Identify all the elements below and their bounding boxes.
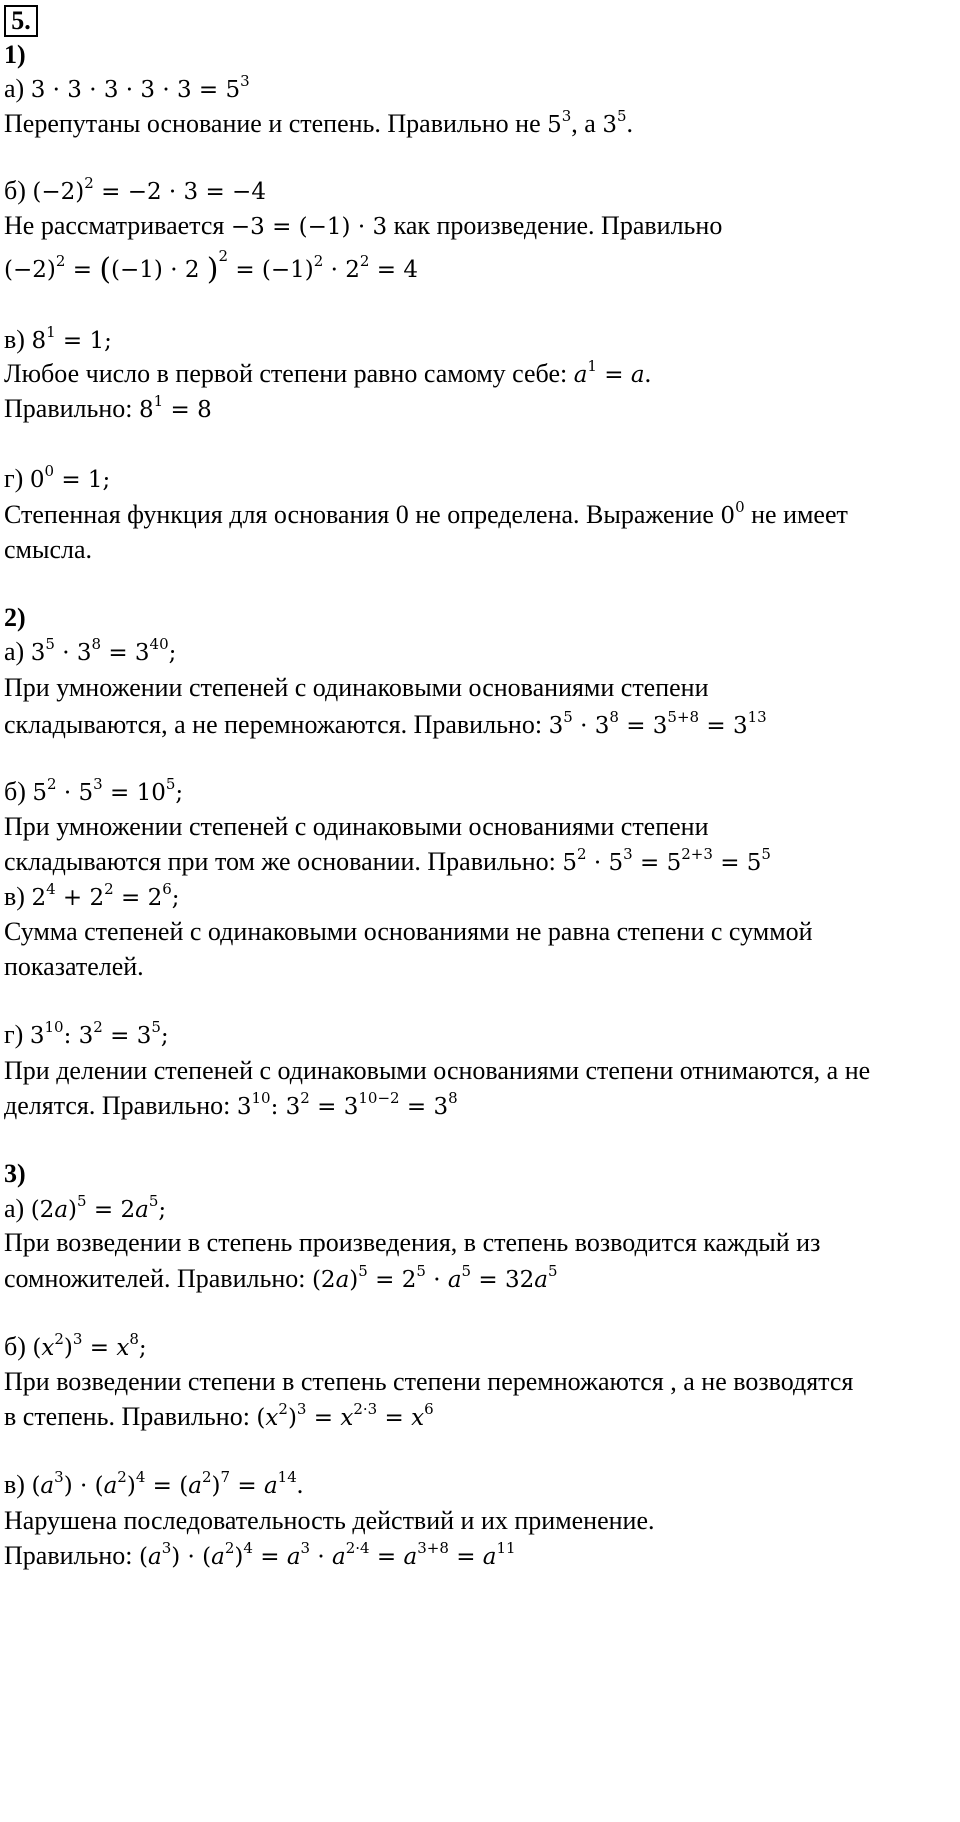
- item-3b-explanation-line2: в степень. Правильно: $(x^2)^3 = x^{2\cdot 3} = x^6$: [4, 1400, 434, 1431]
- item-2b-equation: б) $5^2 \cdot 5^3 = 10^5$;: [4, 775, 184, 806]
- item-3b-explanation-line1: При возведении степени в степень степени перемножаются , а не возводятся: [4, 1367, 854, 1396]
- item-3a-explanation-line1: При возведении в степень произведения, в степень возводится каждый из: [4, 1228, 821, 1257]
- item-3a-explanation-line2: сомножителей. Правильно: $(2a)^5 = 2^5 \cdot a^5 = 32a^5$: [4, 1262, 558, 1293]
- item-1c-explanation: Любое число в первой степени равно самому себе: $a^1 = a$.: [4, 357, 652, 388]
- item-2c-equation: в) $2^4 + 2^2 = 2^6$;: [4, 880, 180, 911]
- item-2b-explanation-line2: складываются при том же основании. Правильно: $5^2 \cdot 5^3 = 5^{2+3} = 5^5$: [4, 845, 771, 876]
- item-2a-explanation-line2: складываются, а не перемножаются. Правильно: $3^5 \cdot 3^8 = 3^{5+8} = 3^{13}$: [4, 708, 767, 739]
- item-1c-equation: в) $8^1 = 1$;: [4, 323, 112, 354]
- item-2c-explanation-line2: показателей.: [4, 952, 144, 981]
- item-1a-explanation: Перепутаны основание и степень. Правильно не $5^3$, а $3^5$.: [4, 107, 634, 138]
- section-1-heading: 1): [4, 40, 26, 69]
- item-3c-equation: в) $(a^3) \cdot (a^2)^4 = (a^2)^7 = a^{14}$.: [4, 1468, 304, 1499]
- item-1d-explanation: Степенная функция для основания 0 не определена. Выражение $0^0$ не имеет: [4, 498, 848, 529]
- section-3-heading: 3): [4, 1159, 26, 1188]
- item-2d-explanation-line2: делятся. Правильно: $3^{10}$: $3^2 = 3^{10-2} = 3^8$: [4, 1089, 458, 1120]
- item-3a-equation: а) $(2a)^5 = 2a^5$;: [4, 1192, 167, 1223]
- item-1b-equation: б) $(-2)^2 = -2 \cdot 3 = -4$: [4, 174, 266, 205]
- item-3c-explanation-line1: Нарушена последовательность действий и их применение.: [4, 1506, 655, 1535]
- item-1b-correction: $(-2)^2 = ((-1) \cdot 2$ )$^2 = (-1)^2 \cdot 2^2 = 4$: [4, 247, 418, 287]
- item-1d-explanation-line2: смысла.: [4, 535, 93, 564]
- item-1b-explanation: Не рассматривается −3 = (−1) · 3 как произведение. Правильно: [4, 211, 723, 240]
- item-2a-explanation-line1: При умножении степеней с одинаковыми основаниями степени: [4, 673, 709, 702]
- item-3b-equation: б) $(x^2)^3 = x^8$;: [4, 1330, 147, 1361]
- item-2d-equation: г) $3^{10}$: $3^2 = 3^5$;: [4, 1018, 169, 1049]
- item-1a-equation: а) $3 \cdot 3 \cdot 3 \cdot 3 \cdot 3 = 5^3$: [4, 72, 250, 103]
- task-number-badge: 5.: [4, 5, 38, 37]
- item-1c-correction: Правильно: $8^1 = 8$: [4, 392, 212, 423]
- item-2d-explanation-line1: При делении степеней с одинаковыми основаниями степени отнимаются, а не: [4, 1056, 871, 1085]
- item-2c-explanation-line1: Сумма степеней с одинаковыми основаниями не равна степени с суммой: [4, 917, 813, 946]
- item-1d-equation: г) $0^0 = 1$;: [4, 462, 111, 493]
- item-2a-equation: а) $3^5 \cdot 3^8 = 3^{40}$;: [4, 635, 177, 666]
- section-2-heading: 2): [4, 603, 26, 632]
- item-3c-correction: Правильно: $(a^3) \cdot (a^2)^4 = a^3 \cdot a^{2\cdot 4} = a^{3+8} = a^{11}$: [4, 1539, 516, 1570]
- item-2b-explanation-line1: При умножении степеней с одинаковыми основаниями степени: [4, 812, 709, 841]
